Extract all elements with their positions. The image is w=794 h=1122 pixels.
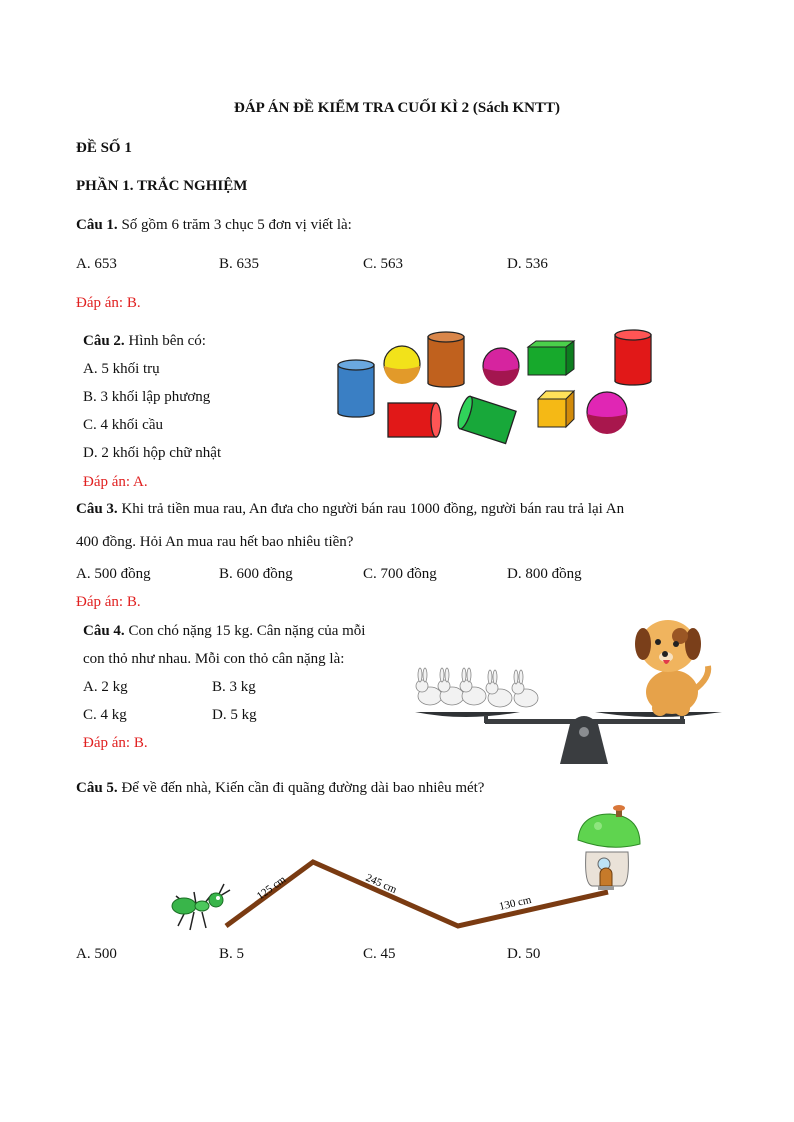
segment-label-3: 130 cm bbox=[497, 893, 533, 913]
yellow-sphere bbox=[384, 346, 420, 384]
question-4-line-2: con thỏ như nhau. Mỗi con thỏ cân nặng là: bbox=[83, 651, 345, 667]
answer-2: Đáp án: A. bbox=[83, 474, 148, 490]
question-5 bbox=[76, 780, 484, 797]
segment-label-2: 245 cm bbox=[363, 871, 399, 897]
balance-illustration bbox=[410, 612, 730, 767]
question-label: Câu 1. bbox=[76, 217, 118, 233]
option-d: D. 50 bbox=[507, 946, 541, 962]
option-b: B. 3 khối lập phương bbox=[83, 389, 211, 405]
house-icon bbox=[578, 805, 640, 890]
question-label: Câu 2. bbox=[83, 333, 125, 349]
rabbit-icon bbox=[512, 670, 538, 707]
answer-4: Đáp án: B. bbox=[83, 735, 148, 751]
green-cylinder-tilted bbox=[455, 395, 516, 444]
option-d: D. 2 khối hộp chữ nhật bbox=[83, 445, 222, 461]
option-a: A. 5 khối trụ bbox=[83, 361, 160, 377]
brown-cylinder bbox=[428, 332, 464, 387]
question-3-line-2: 400 đồng. Hỏi An mua rau hết bao nhiêu tiền? bbox=[76, 534, 354, 550]
option-b: B. 635 bbox=[219, 256, 260, 272]
question-2 bbox=[83, 333, 206, 350]
question-text: Để về đến nhà, Kiến cần đi quãng đường dài bao nhiêu mét? bbox=[117, 780, 485, 796]
option-b: B. 600 đồng bbox=[219, 566, 293, 582]
option-b: B. 3 kg bbox=[212, 679, 256, 695]
magenta-sphere bbox=[483, 348, 519, 386]
pink-sphere bbox=[587, 392, 627, 434]
path-line bbox=[226, 862, 608, 926]
option-d: D. 800 đồng bbox=[507, 566, 582, 582]
option-a: A. 2 kg bbox=[83, 679, 128, 695]
question-label: Câu 5. bbox=[76, 780, 118, 796]
green-box bbox=[528, 341, 574, 375]
option-c: C. 700 đồng bbox=[363, 566, 437, 582]
ant-path-illustration bbox=[160, 800, 640, 945]
question-4-line-1 bbox=[83, 623, 365, 640]
rabbits bbox=[416, 668, 538, 707]
answer-1: Đáp án: B. bbox=[76, 295, 141, 311]
option-a: A. 500 đồng bbox=[76, 566, 151, 582]
option-c: C. 45 bbox=[363, 946, 396, 962]
question-1 bbox=[76, 217, 352, 234]
yellow-cube bbox=[538, 391, 574, 427]
ant-icon bbox=[172, 884, 230, 930]
dog-icon bbox=[635, 620, 708, 716]
option-d: D. 5 kg bbox=[212, 707, 257, 723]
segment-label-1: 125 cm bbox=[254, 873, 289, 903]
option-c: C. 4 khối cầu bbox=[83, 417, 163, 433]
question-text: Hình bên có: bbox=[124, 333, 206, 349]
exam-number: ĐỀ SỐ 1 bbox=[76, 140, 132, 156]
option-a: A. 653 bbox=[76, 256, 117, 272]
document-title: ĐÁP ÁN ĐỀ KIỂM TRA CUỐI KÌ 2 (Sách KNTT) bbox=[233, 100, 560, 116]
question-3-line-1 bbox=[76, 501, 624, 518]
red-cylinder-lying bbox=[388, 403, 441, 437]
option-a: A. 500 bbox=[76, 946, 117, 962]
question-text: Con chó nặng 15 kg. Cân nặng của mỗi bbox=[124, 623, 366, 639]
question-text: Khi trả tiền mua rau, An đưa cho người bán rau 1000 đồng, người bán rau trả lại An bbox=[117, 501, 625, 517]
blue-cylinder bbox=[338, 360, 374, 417]
section-heading: PHẦN 1. TRẮC NGHIỆM bbox=[76, 178, 248, 194]
option-d: D. 536 bbox=[507, 256, 548, 272]
question-text: Số gồm 6 trăm 3 chục 5 đơn vị viết là: bbox=[117, 217, 352, 233]
question-label: Câu 3. bbox=[76, 501, 118, 517]
option-c: C. 563 bbox=[363, 256, 404, 272]
rabbit-icon bbox=[460, 668, 486, 705]
shapes-illustration bbox=[330, 325, 660, 445]
red-cylinder-upright bbox=[615, 330, 651, 385]
option-b: B. 5 bbox=[219, 946, 245, 962]
rabbit-icon bbox=[486, 670, 512, 707]
option-c: C. 4 kg bbox=[83, 707, 127, 723]
scale bbox=[415, 712, 722, 764]
answer-3: Đáp án: B. bbox=[76, 594, 141, 610]
question-label: Câu 4. bbox=[83, 623, 125, 639]
